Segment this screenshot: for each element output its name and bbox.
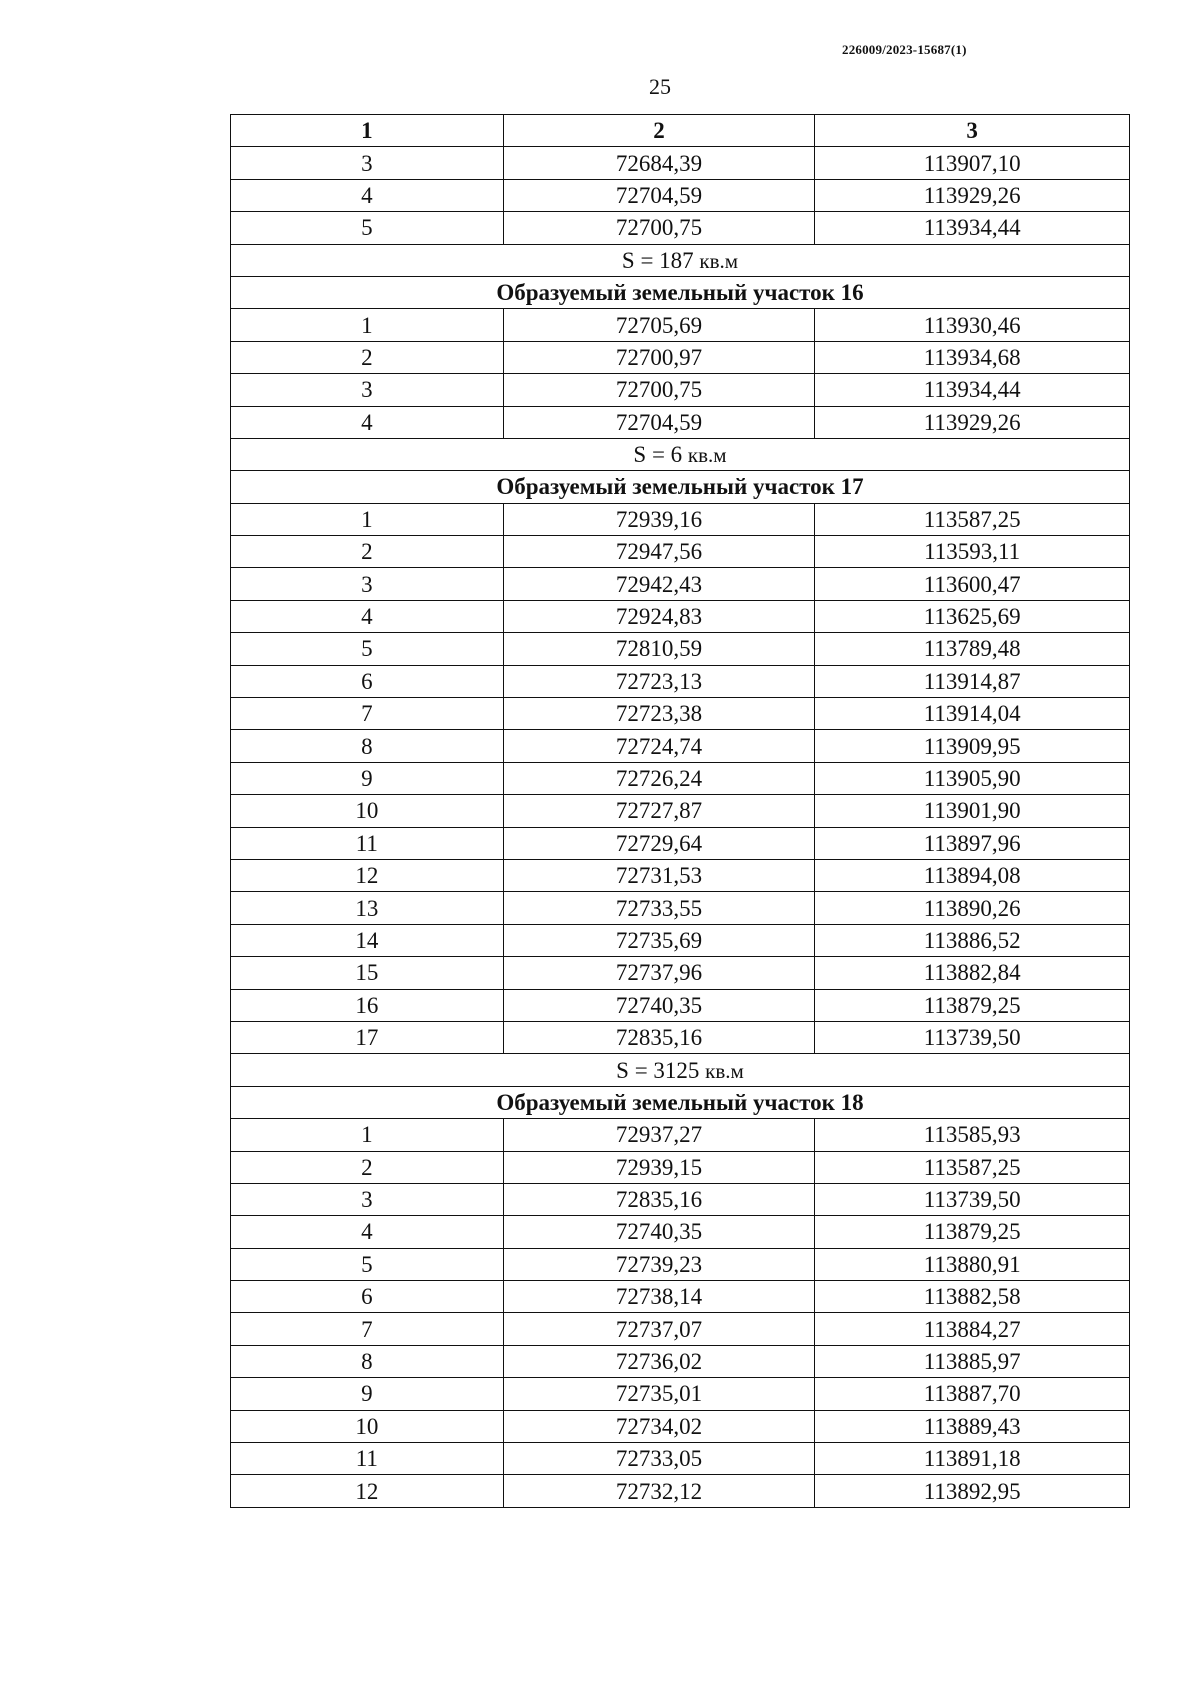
- area-value: S = 187: [621, 247, 694, 273]
- table-row: [231, 827, 1130, 859]
- coordinate-x-cell: 72731,53: [503, 859, 815, 891]
- coordinate-x-cell: 72723,13: [503, 665, 815, 697]
- point-number-cell: 3: [231, 147, 504, 179]
- coordinate-y-cell: 113909,95: [815, 730, 1130, 762]
- area-cell: [231, 1054, 1130, 1086]
- table-row: [231, 1281, 1130, 1313]
- coordinate-x-cell: 72924,83: [503, 600, 815, 632]
- area-unit: кв.м: [705, 1058, 744, 1083]
- section-title-row: [231, 276, 1130, 308]
- table-row: [231, 1443, 1130, 1475]
- coordinate-y-cell: 113934,68: [815, 341, 1130, 373]
- table-row: [231, 1119, 1130, 1151]
- area-unit: кв.м: [699, 248, 739, 273]
- area-cell: [231, 438, 1130, 470]
- table-row: [231, 957, 1130, 989]
- coordinate-x-cell: 72737,96: [503, 957, 815, 989]
- table-row: [231, 1378, 1130, 1410]
- section-title: Образуемый земельный участок 16: [231, 276, 1130, 308]
- coordinate-y-cell: 113889,43: [815, 1410, 1130, 1442]
- point-number-cell: 3: [231, 374, 504, 406]
- point-number-cell: 8: [231, 730, 504, 762]
- coordinates-table: [230, 114, 1130, 1508]
- coordinate-y-cell: 113882,84: [815, 957, 1130, 989]
- coordinate-y-cell: 113739,50: [815, 1021, 1130, 1053]
- table-row: [231, 762, 1130, 794]
- table-row: [231, 568, 1130, 600]
- table-row: [231, 147, 1130, 179]
- table-row: [231, 892, 1130, 924]
- coordinate-y-cell: 113929,26: [815, 179, 1130, 211]
- point-number-cell: 3: [231, 568, 504, 600]
- coordinate-x-cell: 72947,56: [503, 536, 815, 568]
- coordinate-x-cell: 72732,12: [503, 1475, 815, 1507]
- coordinate-x-cell: 72705,69: [503, 309, 815, 341]
- coordinate-y-cell: 113934,44: [815, 212, 1130, 244]
- page-number: 25: [649, 74, 671, 99]
- table-row: [231, 406, 1130, 438]
- table-row: [231, 1183, 1130, 1215]
- coordinate-y-cell: 113890,26: [815, 892, 1130, 924]
- point-number-cell: 2: [231, 536, 504, 568]
- table-row: [231, 341, 1130, 373]
- coordinate-y-cell: 113625,69: [815, 600, 1130, 632]
- coordinate-y-cell: 113934,44: [815, 374, 1130, 406]
- coordinate-x-cell: 72724,74: [503, 730, 815, 762]
- section-title-row: [231, 471, 1130, 503]
- coordinate-x-cell: 72735,69: [503, 924, 815, 956]
- coordinate-y-cell: 113891,18: [815, 1443, 1130, 1475]
- table-row: [231, 536, 1130, 568]
- area-row: [231, 1054, 1130, 1086]
- coordinate-x-cell: 72704,59: [503, 406, 815, 438]
- point-number-cell: 5: [231, 633, 504, 665]
- coordinate-y-cell: 113897,96: [815, 827, 1130, 859]
- coordinate-y-cell: 113587,25: [815, 1151, 1130, 1183]
- table-row: [231, 503, 1130, 535]
- coordinate-x-cell: 72738,14: [503, 1281, 815, 1313]
- table-row: [231, 1345, 1130, 1377]
- coordinate-y-cell: 113894,08: [815, 859, 1130, 891]
- coordinate-x-cell: 72740,35: [503, 989, 815, 1021]
- coordinate-y-cell: 113914,87: [815, 665, 1130, 697]
- coordinate-x-cell: 72726,24: [503, 762, 815, 794]
- point-number-cell: 11: [231, 1443, 504, 1475]
- coordinate-y-cell: 113600,47: [815, 568, 1130, 600]
- section-title: Образуемый земельный участок 17: [231, 471, 1130, 503]
- coordinate-x-cell: 72733,05: [503, 1443, 815, 1475]
- coordinate-y-cell: 113884,27: [815, 1313, 1130, 1345]
- table-row: [231, 633, 1130, 665]
- point-number-cell: 2: [231, 341, 504, 373]
- table-row: [231, 1216, 1130, 1248]
- coordinate-x-cell: 72700,97: [503, 341, 815, 373]
- point-number-cell: 9: [231, 1378, 504, 1410]
- point-number-cell: 5: [231, 212, 504, 244]
- point-number-cell: 4: [231, 179, 504, 211]
- point-number-cell: 15: [231, 957, 504, 989]
- table-row: [231, 989, 1130, 1021]
- point-number-cell: 16: [231, 989, 504, 1021]
- coordinate-x-cell: 72810,59: [503, 633, 815, 665]
- point-number-cell: 17: [231, 1021, 504, 1053]
- table-row: [231, 698, 1130, 730]
- coordinate-y-cell: 113882,58: [815, 1281, 1130, 1313]
- coordinate-x-cell: 72835,16: [503, 1021, 815, 1053]
- coordinate-y-cell: 113901,90: [815, 795, 1130, 827]
- table-row: [231, 309, 1130, 341]
- coordinate-y-cell: 113929,26: [815, 406, 1130, 438]
- coordinate-x-cell: 72734,02: [503, 1410, 815, 1442]
- coordinate-x-cell: 72939,15: [503, 1151, 815, 1183]
- coordinate-y-cell: 113930,46: [815, 309, 1130, 341]
- table-row: [231, 924, 1130, 956]
- coordinate-y-cell: 113886,52: [815, 924, 1130, 956]
- coordinate-x-cell: 72723,38: [503, 698, 815, 730]
- point-number-cell: 10: [231, 1410, 504, 1442]
- coordinate-y-cell: 113789,48: [815, 633, 1130, 665]
- coordinate-x-cell: 72942,43: [503, 568, 815, 600]
- coordinate-x-cell: 72737,07: [503, 1313, 815, 1345]
- table-row: [231, 600, 1130, 632]
- table-row: [231, 730, 1130, 762]
- area-row: [231, 438, 1130, 470]
- coordinate-x-cell: 72700,75: [503, 212, 815, 244]
- coordinate-y-cell: 113585,93: [815, 1119, 1130, 1151]
- point-number-cell: 6: [231, 665, 504, 697]
- table-row: [231, 859, 1130, 891]
- coordinate-x-cell: 72700,75: [503, 374, 815, 406]
- point-number-cell: 6: [231, 1281, 504, 1313]
- point-number-cell: 14: [231, 924, 504, 956]
- table-row: [231, 795, 1130, 827]
- table-row: [231, 374, 1130, 406]
- point-number-cell: 1: [231, 1119, 504, 1151]
- point-number-cell: 12: [231, 859, 504, 891]
- point-number-cell: 2: [231, 1151, 504, 1183]
- table-row: [231, 179, 1130, 211]
- header-point-number: 1: [231, 115, 504, 147]
- coordinate-y-cell: 113892,95: [815, 1475, 1130, 1507]
- point-number-cell: 10: [231, 795, 504, 827]
- coordinate-y-cell: 113885,97: [815, 1345, 1130, 1377]
- table-row: [231, 1410, 1130, 1442]
- table-row: [231, 1021, 1130, 1053]
- coordinate-y-cell: 113593,11: [815, 536, 1130, 568]
- coordinate-x-cell: 72739,23: [503, 1248, 815, 1280]
- area-value: S = 6: [633, 442, 683, 468]
- table-row: [231, 212, 1130, 244]
- coordinate-y-cell: 113739,50: [815, 1183, 1130, 1215]
- point-number-cell: 12: [231, 1475, 504, 1507]
- coordinate-x-cell: 72735,01: [503, 1378, 815, 1410]
- coordinate-x-cell: 72733,55: [503, 892, 815, 924]
- coordinate-x-cell: 72937,27: [503, 1119, 815, 1151]
- table-row: [231, 1151, 1130, 1183]
- table-row: [231, 1475, 1130, 1507]
- coordinate-x-cell: 72727,87: [503, 795, 815, 827]
- point-number-cell: 9: [231, 762, 504, 794]
- coordinate-x-cell: 72740,35: [503, 1216, 815, 1248]
- point-number-cell: 7: [231, 698, 504, 730]
- point-number-cell: 4: [231, 1216, 504, 1248]
- table-row: [231, 1248, 1130, 1280]
- coordinate-x-cell: 72736,02: [503, 1345, 815, 1377]
- area-value: S = 3125: [616, 1057, 700, 1083]
- coordinate-x-cell: 72729,64: [503, 827, 815, 859]
- point-number-cell: 7: [231, 1313, 504, 1345]
- point-number-cell: 13: [231, 892, 504, 924]
- point-number-cell: 4: [231, 600, 504, 632]
- coordinate-y-cell: 113880,91: [815, 1248, 1130, 1280]
- coordinate-y-cell: 113914,04: [815, 698, 1130, 730]
- table-header-row: [231, 115, 1130, 147]
- coordinate-y-cell: 113587,25: [815, 503, 1130, 535]
- table-body: [231, 147, 1130, 1507]
- coordinate-x-cell: 72939,16: [503, 503, 815, 535]
- coordinate-y-cell: 113887,70: [815, 1378, 1130, 1410]
- coordinate-x-cell: 72704,59: [503, 179, 815, 211]
- table-row: [231, 1313, 1130, 1345]
- point-number-cell: 5: [231, 1248, 504, 1280]
- point-number-cell: 11: [231, 827, 504, 859]
- coordinate-x-cell: 72684,39: [503, 147, 815, 179]
- point-number-cell: 3: [231, 1183, 504, 1215]
- point-number-cell: 1: [231, 309, 504, 341]
- area-cell: [231, 244, 1130, 276]
- coordinate-y-cell: 113905,90: [815, 762, 1130, 794]
- area-row: [231, 244, 1130, 276]
- section-title-row: [231, 1086, 1130, 1118]
- coordinate-x-cell: 72835,16: [503, 1183, 815, 1215]
- point-number-cell: 1: [231, 503, 504, 535]
- coordinate-y-cell: 113907,10: [815, 147, 1130, 179]
- point-number-cell: 8: [231, 1345, 504, 1377]
- section-title: Образуемый земельный участок 18: [231, 1086, 1130, 1118]
- table-row: [231, 665, 1130, 697]
- document-number: 226009/2023-15687(1): [842, 42, 967, 57]
- header-coordinate-x: 2: [503, 115, 815, 147]
- point-number-cell: 4: [231, 406, 504, 438]
- coordinate-y-cell: 113879,25: [815, 1216, 1130, 1248]
- header-coordinate-y: 3: [815, 115, 1130, 147]
- coordinate-y-cell: 113879,25: [815, 989, 1130, 1021]
- area-unit: кв.м: [687, 443, 727, 468]
